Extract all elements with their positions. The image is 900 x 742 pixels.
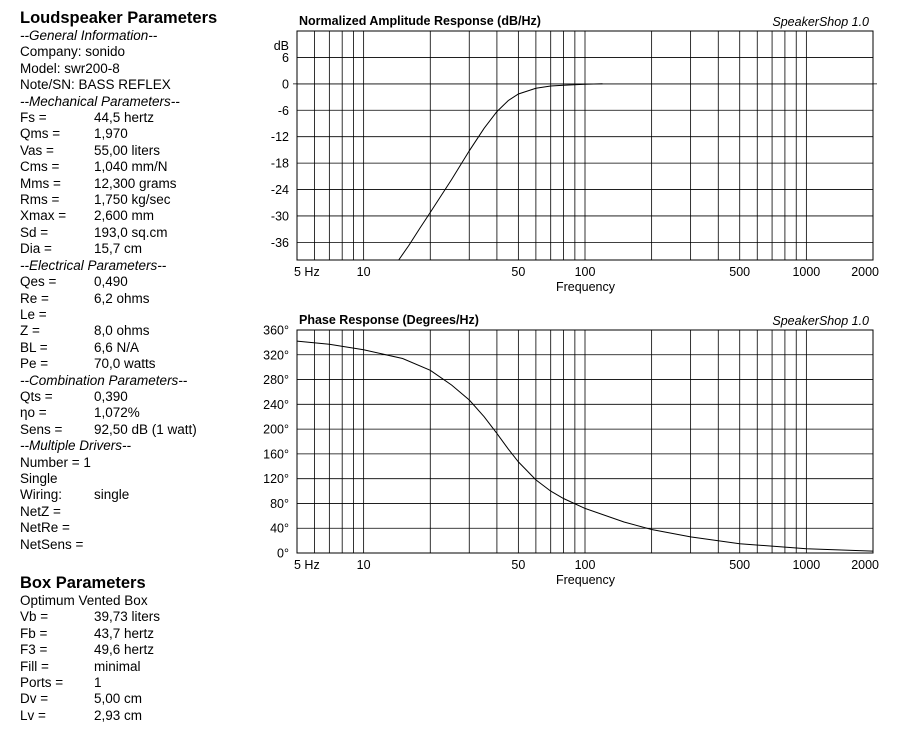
param-value: 44,5 hertz bbox=[94, 110, 155, 126]
param-label: Sd = bbox=[20, 224, 49, 240]
x-axis-label: Frequency bbox=[555, 280, 615, 294]
param-line: NetRe = bbox=[20, 520, 70, 536]
y-axis-label: dB bbox=[273, 39, 289, 53]
x-tick-label: 5 Hz bbox=[294, 558, 320, 572]
param-label: Fill = bbox=[20, 658, 49, 674]
param-line: Single bbox=[20, 470, 58, 486]
y-tick-label: 0° bbox=[277, 546, 289, 561]
x-tick-label: 2000 bbox=[851, 265, 879, 279]
param-label: Lv = bbox=[20, 707, 46, 723]
param-value: 1 bbox=[94, 675, 102, 691]
param-label: Vas = bbox=[20, 142, 54, 158]
x-tick-label: 1000 bbox=[792, 265, 821, 279]
param-label: Qms = bbox=[20, 126, 61, 142]
x-tick-label: 50 bbox=[511, 558, 526, 572]
param-label: Sens = bbox=[20, 421, 63, 437]
y-tick-label: -6 bbox=[277, 103, 289, 118]
y-tick-label: -18 bbox=[270, 156, 289, 171]
param-value: 39,73 liters bbox=[94, 609, 161, 625]
x-tick-label: 10 bbox=[356, 558, 371, 572]
param-label: Xmax = bbox=[20, 208, 67, 224]
y-tick-label: 360° bbox=[263, 323, 289, 338]
param-label: Fs = bbox=[20, 110, 47, 126]
param-line: NetSens = bbox=[20, 536, 84, 552]
param-label: ηo = bbox=[20, 405, 47, 421]
section-header: --Electrical Parameters-- bbox=[20, 257, 167, 273]
y-tick-label: 320° bbox=[263, 348, 289, 363]
x-tick-label: 50 bbox=[511, 265, 526, 279]
param-label: Wiring: bbox=[20, 487, 63, 503]
chart-title: Phase Response (Degrees/Hz) bbox=[299, 313, 479, 327]
x-tick-label: 500 bbox=[729, 558, 751, 572]
y-tick-label: -12 bbox=[270, 130, 289, 145]
param-label: Mms = bbox=[20, 175, 61, 191]
y-tick-label: -30 bbox=[270, 209, 289, 224]
param-label: Qes = bbox=[20, 274, 57, 290]
x-tick-label: 100 bbox=[574, 265, 596, 279]
param-value: 6,6 N/A bbox=[94, 339, 140, 355]
param-line: Company: sonido bbox=[20, 44, 126, 60]
section-header: --Mechanical Parameters-- bbox=[20, 93, 180, 109]
param-line: Number = 1 bbox=[20, 454, 91, 470]
y-tick-label: 0 bbox=[282, 77, 289, 92]
y-tick-label: 200° bbox=[263, 422, 289, 437]
param-value: 43,7 hertz bbox=[94, 625, 155, 641]
param-value: minimal bbox=[94, 658, 141, 674]
param-value: 0,390 bbox=[94, 388, 128, 404]
param-label: Dv = bbox=[20, 691, 49, 707]
param-label: Pe = bbox=[20, 356, 49, 372]
box-subtitle: Optimum Vented Box bbox=[20, 593, 148, 608]
x-tick-label: 10 bbox=[356, 265, 371, 279]
param-value: 8,0 ohms bbox=[94, 323, 150, 339]
param-label: Re = bbox=[20, 290, 49, 306]
param-value: 1,072% bbox=[94, 405, 140, 421]
y-tick-label: 120° bbox=[263, 472, 289, 487]
y-tick-label: -24 bbox=[270, 183, 289, 198]
param-label: Fb = bbox=[20, 625, 48, 641]
param-label: Z = bbox=[20, 323, 40, 339]
param-line: Note/SN: BASS REFLEX bbox=[20, 77, 171, 93]
y-tick-label: 280° bbox=[263, 373, 289, 388]
param-label: Qts = bbox=[20, 388, 53, 404]
param-value: 1,040 mm/N bbox=[94, 159, 168, 175]
param-value: 12,300 grams bbox=[94, 175, 177, 191]
param-label: Cms = bbox=[20, 159, 60, 175]
param-label: F3 = bbox=[20, 642, 48, 658]
y-tick-label: 240° bbox=[263, 397, 289, 412]
section-header: --Combination Parameters-- bbox=[20, 372, 188, 388]
param-label: BL = bbox=[20, 339, 48, 355]
param-value: 70,0 watts bbox=[94, 356, 156, 372]
param-value: 49,6 hertz bbox=[94, 642, 155, 658]
param-line: Model: swr200-8 bbox=[20, 60, 120, 76]
param-value: single bbox=[94, 487, 130, 503]
x-tick-label: 5 Hz bbox=[294, 265, 320, 279]
section-header: --Multiple Drivers-- bbox=[20, 438, 131, 454]
param-value: 2,600 mm bbox=[94, 208, 155, 224]
x-tick-label: 1000 bbox=[792, 558, 821, 572]
y-tick-label: 80° bbox=[270, 496, 289, 511]
param-value: 92,50 dB (1 watt) bbox=[94, 421, 197, 437]
param-label: Ports = bbox=[20, 675, 64, 691]
param-value: 55,00 liters bbox=[94, 142, 161, 158]
y-tick-label: 160° bbox=[263, 447, 289, 462]
chart-brand: SpeakerShop 1.0 bbox=[772, 314, 869, 328]
param-label: Le = bbox=[20, 306, 47, 322]
param-line: NetZ = bbox=[20, 503, 61, 519]
param-value: 193,0 sq.cm bbox=[94, 224, 168, 240]
y-tick-label: 40° bbox=[270, 521, 289, 536]
param-label: Dia = bbox=[20, 241, 52, 257]
param-value: 1,750 kg/sec bbox=[94, 192, 171, 208]
x-tick-label: 2000 bbox=[851, 558, 879, 572]
chart-title: Normalized Amplitude Response (dB/Hz) bbox=[299, 14, 541, 28]
x-axis-label: Frequency bbox=[555, 573, 615, 587]
param-value: 6,2 ohms bbox=[94, 290, 150, 306]
param-label: Rms = bbox=[20, 192, 60, 208]
y-tick-label: -36 bbox=[270, 235, 289, 250]
param-value: 5,00 cm bbox=[94, 691, 143, 707]
param-value: 0,490 bbox=[94, 274, 128, 290]
param-value: 2,93 cm bbox=[94, 707, 143, 723]
chart-brand: SpeakerShop 1.0 bbox=[772, 15, 869, 29]
box-title: Box Parameters bbox=[20, 574, 146, 592]
x-tick-label: 100 bbox=[574, 558, 596, 572]
x-tick-label: 500 bbox=[729, 265, 751, 279]
param-label: Vb = bbox=[20, 609, 49, 625]
section-header: --General Information-- bbox=[20, 28, 158, 43]
param-value: 1,970 bbox=[94, 126, 128, 142]
loudspeaker-title: Loudspeaker Parameters bbox=[20, 9, 218, 27]
param-value: 15,7 cm bbox=[94, 241, 143, 257]
y-tick-label: 6 bbox=[282, 50, 289, 65]
